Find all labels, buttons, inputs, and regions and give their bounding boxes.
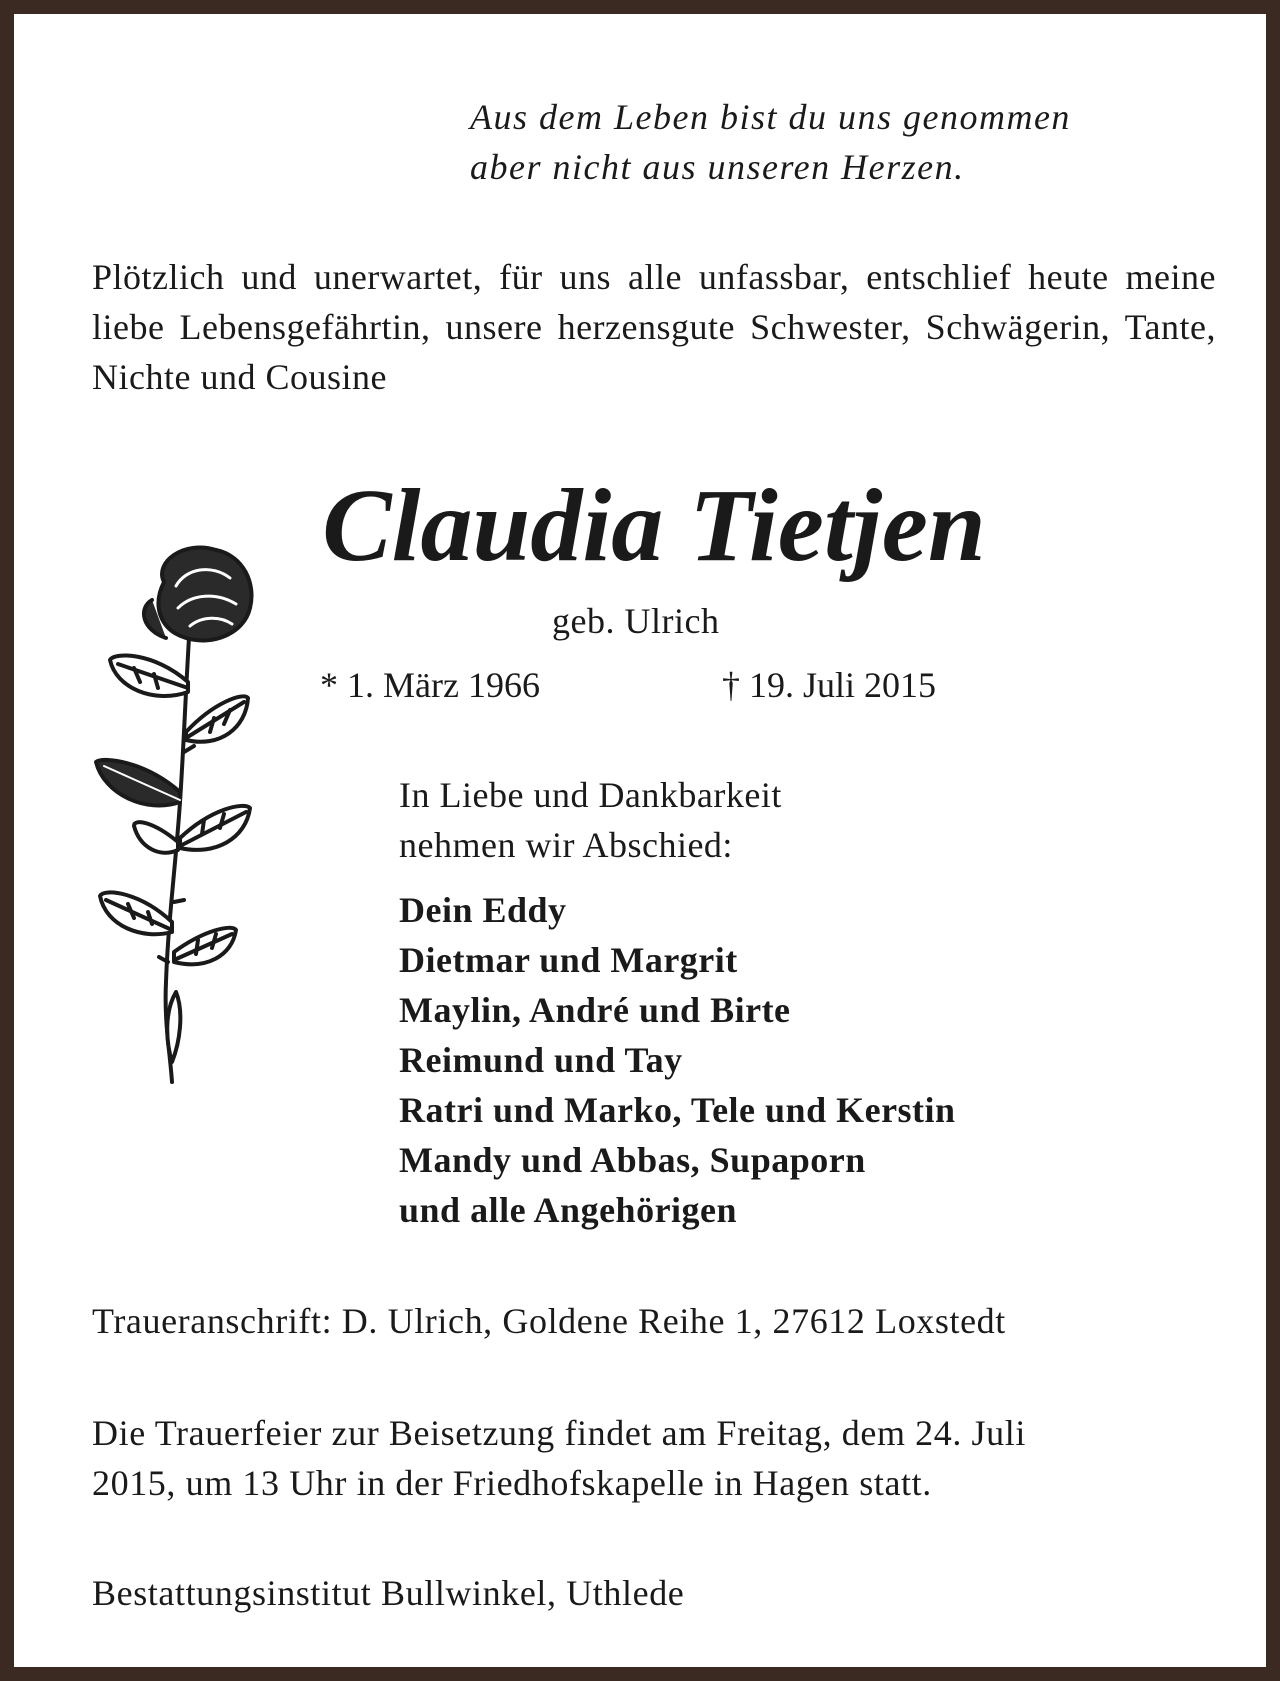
rose-icon [94, 542, 274, 1094]
obituary-notice [14, 14, 1266, 1667]
ceremony-info [92, 1408, 1216, 1508]
mourner-entry: Ratri und Marko, Tele und Kerstin [399, 1090, 956, 1130]
memorial-quote [470, 92, 1071, 192]
mourner-entry: Reimund und Tay [399, 1040, 683, 1080]
death-date: † 19. Juli 2015 [722, 665, 937, 705]
deceased-name [14, 466, 1280, 586]
intro-text: Plötzlich und unerwartet, für uns alle unfassbar, entschlief heute meine liebe Lebensgefährtin, unsere herzensgute Schwester, Schwägerin, Tante, Nichte und Cousine [92, 257, 1216, 397]
mourner-entry: Dietmar und Margrit [399, 940, 738, 980]
quote-line-2: aber nicht aus unseren Herzen. [470, 147, 965, 187]
farewell-line-2: nehmen wir Abschied: [399, 825, 733, 865]
mourner-entry: Mandy und Abbas, Supaporn [399, 1140, 866, 1180]
birth-date: * 1. März 1966 [320, 665, 540, 705]
farewell-text [399, 770, 782, 870]
mourner-entry: und alle Angehörigen [399, 1190, 738, 1230]
mourner-entry: Dein Eddy [399, 890, 567, 930]
ceremony-line-2: 2015, um 13 Uhr in der Friedhofskapelle in Hagen statt. [92, 1463, 932, 1503]
mourning-address: Traueranschrift: D. Ulrich, Goldene Reihe 1, 27612 Loxstedt [92, 1301, 1006, 1341]
farewell-line-1: In Liebe und Dankbarkeit [399, 775, 782, 815]
mourner-entry: Maylin, André und Birte [399, 990, 791, 1030]
maiden-name: geb. Ulrich [552, 601, 720, 641]
quote-line-1: Aus dem Leben bist du uns genommen [470, 97, 1071, 137]
undertaker-name: Bestattungsinstitut Bullwinkel, Uthlede [92, 1573, 685, 1613]
ceremony-line-1: Die Trauerfeier zur Beisetzung findet am Freitag, dem 24. Juli [92, 1413, 1026, 1453]
deceased-name-text: Claudia Tietjen [322, 468, 986, 583]
mourners-list [399, 885, 956, 1235]
